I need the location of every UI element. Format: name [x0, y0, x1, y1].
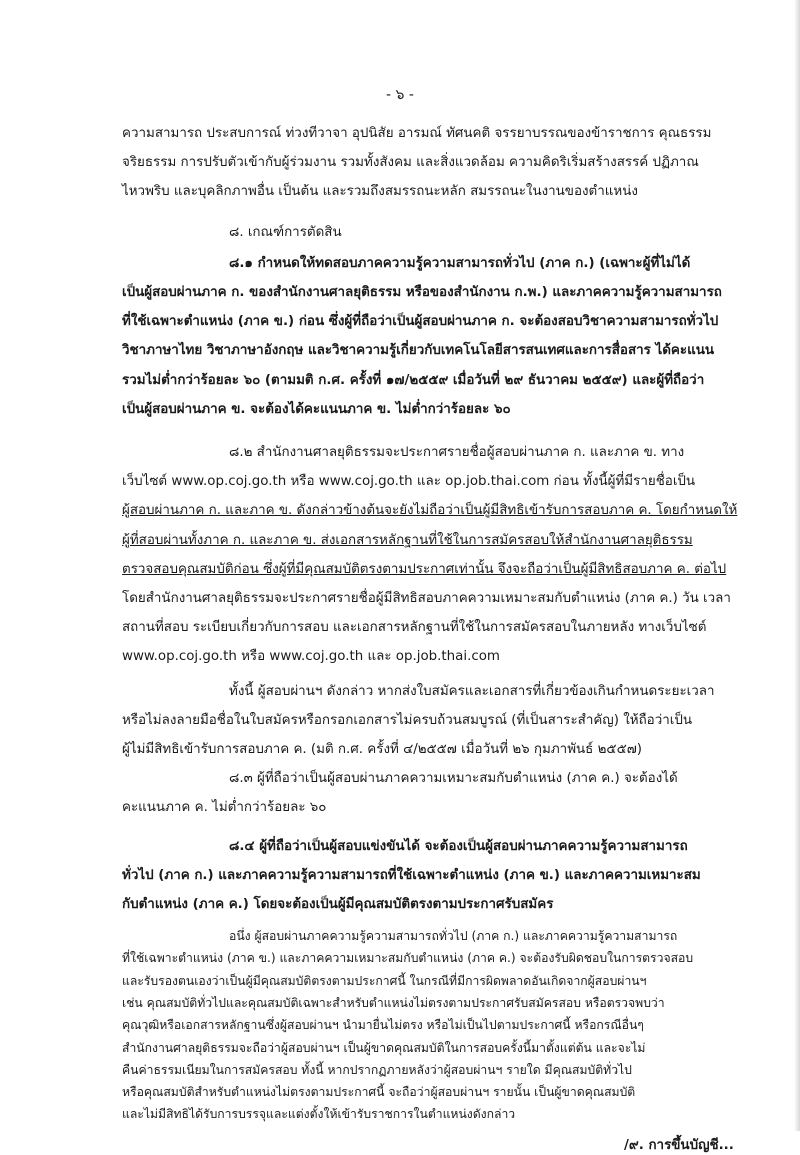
- notice-line: คืนค่าธรรมเนียมในการสมัครสอบ ทั้งนี้ หากปรากฏภายหลังว่าผู้สอบผ่านฯ รายใด มีคุณสมบัติทั่วไป: [122, 1062, 632, 1077]
- body-line: ความสามารถ ประสบการณ์ ท่วงทีวาจา อุปนิสัย อารมณ์ ทัศนคติ จรรยาบรรณของข้าราชการ คุณธรรม: [122, 126, 712, 141]
- page-number: - ๖ -: [386, 87, 414, 103]
- clause-8-4-line: ทั่วไป (ภาค ก.) และภาคความรู้ความสามารถที่ใช้เฉพาะตำแหน่ง (ภาค ข.) และภาคความเหมาะสม: [122, 868, 701, 883]
- clause-8-2-underlined-line: ผู้ที่สอบผ่านทั้งภาค ก. และภาค ข. ส่งเอกสารหลักฐานที่ใช้ในการสมัครสอบให้สำนักงานศาลยุติธรรม: [122, 533, 693, 548]
- clause-8-1-line: เป็นผู้สอบผ่านภาค ข. จะต้องได้คะแนนภาค ข. ไม่ต่ำกว่าร้อยละ ๖๐: [122, 402, 511, 417]
- clause-8-2-line: โดยสำนักงานศาลยุติธรรมจะประกาศรายชื่อผู้มีสิทธิสอบภาคความเหมาะสมกับตำแหน่ง (ภาค ค.) วัน เวลา: [122, 591, 731, 606]
- clause-8-2-underlined-line: ตรวจสอบคุณสมบัติก่อน ซึ่งผู้ที่มีคุณสมบัติตรงตามประกาศเท่านั้น จึงจะถือว่าเป็นผู้มีสิทธิสอบภาค ค. ต่อไป: [122, 562, 727, 577]
- clause-8-2-underlined-line: ผู้สอบผ่านภาค ก. และภาค ข. ดังกล่าวข้างต้นจะยังไม่ถือว่าเป็นผู้มีสิทธิเข้ารับการสอบภาค ค. โดยกำหนดให้: [122, 503, 738, 518]
- notice-line: เช่น คุณสมบัติทั่วไปและคุณสมบัติเฉพาะสำหรับตำแหน่งไม่ตรงตามประกาศรับสมัครสอบ หรือตรวจพบว่า: [122, 995, 665, 1010]
- clause-8-4-line: ๘.๔ ผู้ที่ถือว่าเป็นผู้สอบแข่งขันได้ จะต้องเป็นผู้สอบผ่านภาคความรู้ความสามารถ: [229, 839, 688, 854]
- clause-8-3-line: คะแนนภาค ค. ไม่ต่ำกว่าร้อยละ ๖๐: [122, 800, 327, 815]
- notice-line: คุณวุฒิหรือเอกสารหลักฐานซึ่งผู้สอบผ่านฯ นำมายื่นไม่ตรง หรือไม่เป็นไปตามประกาศนี้ หรือกรณีอื่นๆ: [122, 1018, 644, 1033]
- clause-8-1-line: วิชาภาษาไทย วิชาภาษาอังกฤษ และวิชาความรู้เกี่ยวกับเทคโนโลยีสารสนเทศและการสื่อสาร ได้คะแนน: [122, 343, 715, 358]
- clause-8-1-line: ที่ใช้เฉพาะตำแหน่ง (ภาค ข.) ก่อน ซึ่งผู้ที่ถือว่าเป็นผู้สอบผ่านภาค ก. จะต้องสอบวิชาความสามารถทั่วไป: [122, 314, 719, 329]
- body-line: จริยธรรม การปรับตัวเข้ากับผู้ร่วมงาน รวมทั้งสังคม และสิ่งแวดล้อม ความคิดริเริ่มสร้างสรรค์ ปฏิภาณ: [122, 155, 699, 170]
- notice-line: และไม่มีสิทธิได้รับการบรรจุและแต่งตั้งให้เข้ารับราชการในตำแหน่งดังกล่าว: [122, 1107, 516, 1122]
- notice-line: สำนักงานศาลยุติธรรมจะถือว่าผู้สอบผ่านฯ เป็นผู้ขาดคุณสมบัติในการสอบครั้งนี้มาตั้งแต่ต้น และจะไม่: [122, 1040, 646, 1055]
- page-edge-shadow: [794, 0, 800, 1131]
- clause-8-4-line: กับตำแหน่ง (ภาค ค.) โดยจะต้องเป็นผู้มีคุณสมบัติตรงตามประกาศรับสมัคร: [122, 897, 554, 912]
- clause-8-3-line: ๘.๓ ผู้ที่ถือว่าเป็นผู้สอบผ่านภาคความเหมาะสมกับตำแหน่ง (ภาค ค.) จะต้องได้: [229, 771, 678, 786]
- notice-line: ที่ใช้เฉพาะตำแหน่ง (ภาค ข.) และภาคความเหมาะสมกับตำแหน่ง (ภาค ค.) จะต้องรับผิดชอบในการตรวจสอบ: [122, 951, 694, 966]
- proviso-line: ผู้ไม่มีสิทธิเข้ารับการสอบภาค ค. (มติ ก.ศ. ครั้งที่ ๔/๒๕๕๗ เมื่อวันที่ ๒๖ กุมภาพันธ์ ๒๕๕๗): [122, 742, 642, 757]
- proviso-line: หรือไม่ลงลายมือชื่อในใบสมัครหรือกรอกเอกสารไม่ครบถ้วนสมบูรณ์ (ที่เป็นสาระสำคัญ) ให้ถือว่าเป็น: [122, 713, 692, 728]
- clause-8-2-line: ๘.๒ สำนักงานศาลยุติธรรมจะประกาศรายชื่อผู้สอบผ่านภาค ก. และภาค ข. ทาง: [229, 445, 685, 460]
- body-line: ไหวพริบ และบุคลิกภาพอื่น เป็นต้น และรวมถึงสมรรถนะหลัก สมรรถนะในงานของตำแหน่ง: [122, 184, 638, 199]
- proviso-line: ทั้งนี้ ผู้สอบผ่านฯ ดังกล่าว หากส่งใบสมัครและเอกสารที่เกี่ยวข้องเกินกำหนดระยะเวลา: [229, 684, 715, 699]
- website-line: www.op.coj.go.th หรือ www.coj.go.th และ op.job.thai.com: [122, 649, 500, 664]
- clause-8-1-line: เป็นผู้สอบผ่านภาค ก. ของสำนักงานศาลยุติธรรม หรือของสำนักงาน ก.พ.) และภาคความรู้ความสามารถ: [122, 285, 722, 300]
- clause-8-1-line: ๘.๑ กำหนดให้ทดสอบภาคความรู้ความสามารถทั่วไป (ภาค ก.) (เฉพาะผู้ที่ไม่ได้: [229, 256, 691, 271]
- notice-line: และรับรองตนเองว่าเป็นผู้มีคุณสมบัติตรงตามประกาศนี้ ในกรณีที่มีการผิดพลาดอันเกิดจากผู้สอบผ่านฯ: [122, 973, 647, 988]
- notice-line: อนึ่ง ผู้สอบผ่านภาคความรู้ความสามารถทั่วไป (ภาค ก.) และภาคความรู้ความสามารถ: [229, 929, 678, 943]
- clause-8-2-line: เว็บไซต์ www.op.coj.go.th หรือ www.coj.go.th และ op.job.thai.com ก่อน ทั้งนี้ผู้ที่มีรายชื่อเป็น: [122, 474, 696, 489]
- notice-line: หรือคุณสมบัติสำหรับตำแหน่งไม่ตรงตามประกาศนี้ จะถือว่าผู้สอบผ่านฯ รายนั้น เป็นผู้ขาดคุณสมบัติ: [122, 1085, 636, 1100]
- clause-8-2-line: สถานที่สอบ ระเบียบเกี่ยวกับการสอบ และเอกสารหลักฐานที่ใช้ในการสมัครสอบในภายหลัง ทางเว็บไซต์: [122, 620, 707, 635]
- continuation-reference: /๙. การขึ้นบัญชี...: [624, 1137, 734, 1153]
- clause-8-1-line: รวมไม่ต่ำกว่าร้อยละ ๖๐ (ตามมติ ก.ศ. ครั้งที่ ๑๗/๒๕๕๙ เมื่อวันที่ ๒๙ ธันวาคม ๒๕๕๙) และผู้ที่ถือว่า: [122, 373, 705, 388]
- section-heading: ๘. เกณฑ์การตัดสิน: [229, 225, 342, 240]
